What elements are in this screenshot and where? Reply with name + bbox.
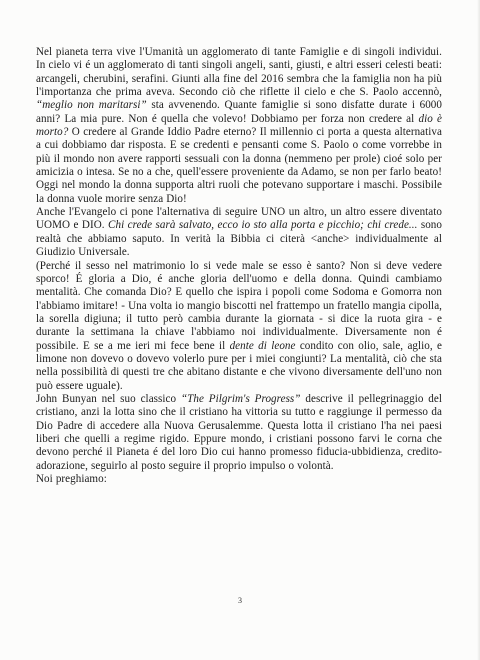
paragraph <box>36 206 442 259</box>
italic-text: “The Pilgrim's Progress” <box>180 392 301 405</box>
text-run: Noi preghiamo: <box>36 473 107 485</box>
page-number: 3 <box>238 596 242 605</box>
paragraph <box>36 260 442 393</box>
document-body <box>36 46 442 486</box>
text-run: (Perché il sesso nel matrimonio lo si vede male se esso è santo? Non si deve vedere sporco! É gloria a Dio, é anche gloria dell'uomo e della donna. Quindi cambiamo mentalità. Che comanda Dio? E quello che ispira i popoli come Sodoma e Gomorra non l'abbiamo imitare! - Una volta io mangio biscotti nel frattempo un fratello mangia cipolla, la sorella digiuna; il tutto però cambia durante la giornata - si dice la ruota gira - e durante la settimana la chiave l'abbiamo noi individualmente. Diversamente non é possibile. E se a me ieri mi fece bene il <box>36 259 442 352</box>
text-run: condito con olio, sale, aglio, e limone non dovevo o dovevo volerlo pure per i miei congiunti? La mentalità, ciò che sta nella possibilità di questi tre che abitano distante e che vivono diversamente dell'uno non può essere uguale). <box>36 339 442 392</box>
text-run: descrive il pellegrinaggio del cristiano, anzi la lotta sino che il cristiano ha vittoria su tutto e raggiunge il permesso da Dio Padre di accedere alla Nuova Gerusalemme. Questa lotta il cristiano l'ha nei paesi liberi che quelli a regime rigido. Eppure mondo, i cristiani possono farvi le corna che devono perché il Pianeta é del loro Dio cui hanno promesso fiducia-ubbidienza, credito-adorazione, seguirlo al posto seguire il proprio impulso o volontà. <box>36 392 442 472</box>
paragraph <box>36 393 442 473</box>
text-run: Nel pianeta terra vive l'Umanità un agglomerato di tante Famiglie e di singoli individui. In cielo vi é un agglomerato di tanti singoli angeli, santi, giusti, e altri esseri celesti beati: arcangeli, cherubini, serafini. Giunti alla fine del 2016 sembra che la famiglia non ha più l'importanza che prima aveva. Secondo ciò che riflette il cielo e che S. Paolo accennò, <box>36 46 442 99</box>
italic-text: dio è morto? <box>36 112 443 139</box>
text-run: Anche l'Evangelo ci pone l'alternativa di seguire UNO un altro, un altro essere diventato UOMO e DIO. <box>36 206 442 232</box>
italic-text: Chi crede sarà salvato, ecco io sto alla porta e picchio; chi crede... <box>108 219 418 232</box>
text-run: John Bunyan nel suo classico <box>36 392 181 405</box>
paragraph <box>36 46 442 206</box>
text-run: O credere al Grande Iddio Padre eterno? Il millennio ci porta a questa alternativa a cui dobbiamo dar risposta. E se credenti e pensanti come S. Paolo o come vorrebbe in più il mondo non avere rapporti sessuali con la donna (nemmeno per prole) cioé solo per amicizia o intesa. Se no a che, quell'essere proveniente da Adamo, se non per farlo beato! Oggi nel mondo la donna supporta altri ruoli che potevano supportare i maschi. Possibile la donna vuole morire senza Dio! <box>36 126 442 205</box>
text-run: sono realtà che abbiamo saputo. In verità la Bibbia ci citerà <anche> individualmente al Giudizio Universale. <box>36 219 442 259</box>
italic-text: “meglio non maritarsi” <box>36 99 147 112</box>
text-run: sta avvenendo. Quante famiglie si sono disfatte durate i 6000 anni? La mia pure. Non é quella che volevo! Dobbiamo per forza non credere al <box>36 99 442 125</box>
italic-text: dente di leone <box>229 339 296 352</box>
paragraph <box>36 473 442 486</box>
